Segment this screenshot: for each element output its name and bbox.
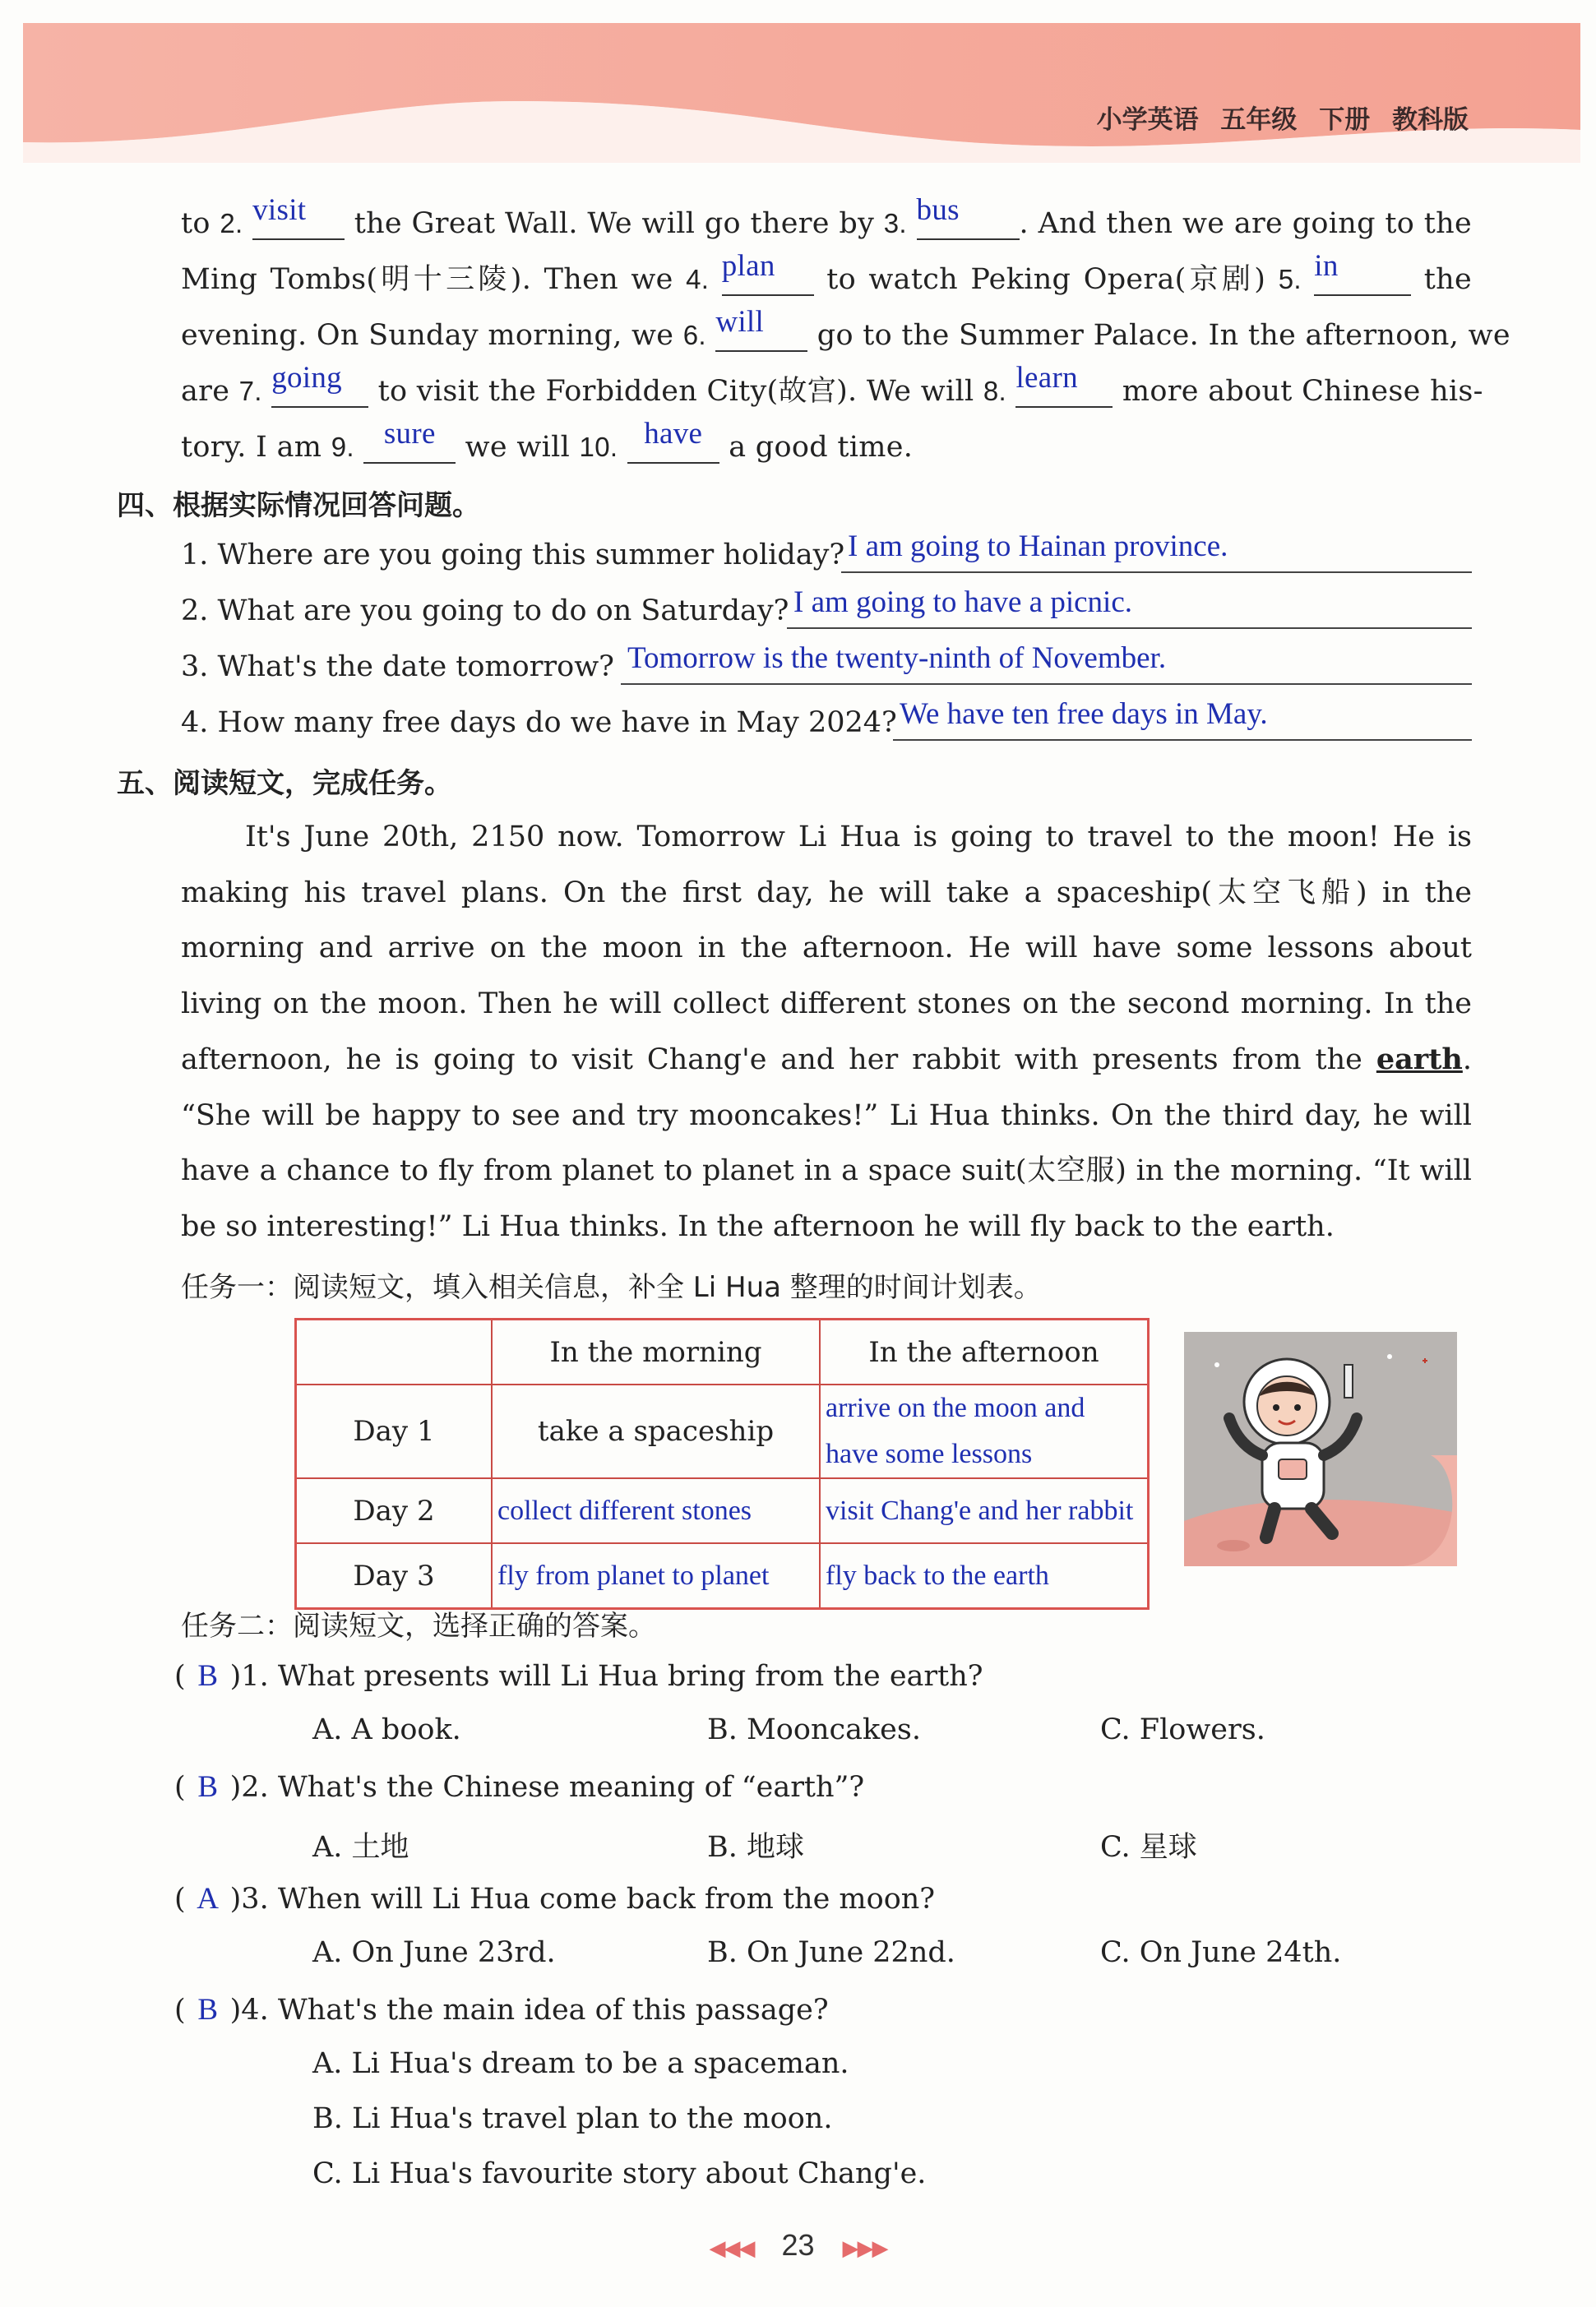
answer-blank[interactable] [1015,361,1113,408]
answer-blank[interactable] [1314,249,1411,296]
book-title [1097,99,1469,136]
answer-bracket: ( [174,1994,186,2027]
blank-number: 9. [331,432,354,462]
passage-line [181,417,1472,464]
blank-number: 2. [220,208,243,238]
passage-text: to [181,207,220,240]
blank-answer: bus [916,193,960,227]
answer-blank[interactable] [916,193,1020,240]
question-item [181,706,897,739]
passage-text: . And then we are going to the [1019,207,1472,240]
table-row [296,1543,1149,1609]
mc-option[interactable]: A. Li Hua's dream to be a spaceman. [312,2047,849,2080]
mc-question [174,1769,864,1805]
passage-keyword: earth [1376,1043,1463,1076]
answer-line[interactable] [787,585,1472,629]
book-edition: 教科版 [1392,105,1469,135]
mc-question-text: )1. What presents will Li Hua bring from the earth? [229,1660,983,1693]
passage-text: more about Chinese his- [1113,375,1483,408]
mc-question [174,1658,983,1694]
blank-number: 6. [682,320,706,350]
next-arrows-icon: ▶▶▶ [842,2235,887,2260]
passage-line [181,305,1510,352]
page-number: 23 [781,2228,815,2262]
section-5-title: 五、阅读短文，完成任务。 [117,767,452,800]
answer-line[interactable] [841,529,1472,573]
mc-question [174,1992,829,2027]
question-item [181,539,844,571]
question-item [181,594,789,627]
book-grade: 五年级 [1220,105,1298,135]
answer-blank[interactable] [271,361,368,408]
header-band [23,23,1580,163]
mc-answer[interactable]: A [197,1882,220,1916]
passage-text: we will [456,431,580,464]
blank-number: 10. [579,432,618,462]
answer-bracket: ( [174,1771,186,1804]
question-text: 1. Where are you going this summer holiday? [181,539,845,571]
mc-option[interactable]: C. Li Hua's favourite story about Chang'e. [312,2157,927,2190]
header-morning: In the morning [492,1320,820,1385]
afternoon-answer[interactable]: fly back to the earth [820,1543,1149,1609]
answer-blank[interactable] [252,193,345,240]
morning-answer[interactable]: collect different stones [492,1478,820,1543]
afternoon-answer[interactable]: arrive on the moon and have some lessons [820,1385,1149,1478]
passage-line [181,249,1472,296]
answer-line[interactable] [893,697,1472,741]
mc-option[interactable]: B. Li Hua's travel plan to the moon. [312,2102,833,2135]
passage-line [181,193,1472,240]
prev-arrows-icon: ◀◀◀ [709,2235,754,2260]
question-text: 4. How many free days do we have in May 2024? [181,706,897,739]
mc-option[interactable]: A. On June 23rd. [312,1936,556,1969]
mc-answer[interactable]: B [197,1659,218,1693]
passage-text: the [1411,263,1472,296]
schedule-table [294,1318,1150,1610]
afternoon-answer[interactable]: visit Chang'e and her rabbit [820,1478,1149,1543]
passage-text: go to the Summer Palace. In the afternoon, we [807,319,1510,352]
passage-text: It's June 20th, 2150 now. Tomorrow Li Hua is going to travel to the moon! He is making his travel plans. On the first day, he will take a spaceship(太空飞船) in the morning and arrive on the moon in the afternoon. He will have some lessons about living on the moon. Then he will collect different stones on the second morning. In the afternoon, he is going to visit Chang'e and her rabbit with presents from the [181,821,1472,1076]
mc-option[interactable]: B. Mooncakes. [707,1713,921,1746]
day-label: Day 3 [296,1543,493,1609]
mc-option[interactable]: C. On June 24th. [1100,1936,1342,1969]
table-header-row [296,1320,1149,1385]
task-1-instruction: 任务一：阅读短文，填入相关信息，补全 Li Hua 整理的时间计划表。 [181,1271,1042,1304]
mc-answer[interactable]: B [197,1770,218,1804]
passage-text: to visit the Forbidden City(故宫). We will [368,375,983,408]
answer-line[interactable] [621,641,1472,685]
section-4-title: 四、根据实际情况回答问题。 [117,489,480,522]
mc-question-text: )2. What's the Chinese meaning of “earth”? [229,1771,865,1804]
header-afternoon: In the afternoon [820,1320,1149,1385]
blank-answer: learn [1015,361,1078,395]
header-wave-decoration [23,23,1580,163]
question-item [181,650,614,683]
mc-question-text: )4. What's the main idea of this passage? [229,1994,829,2027]
mc-option[interactable]: A. A book. [312,1713,461,1746]
passage-text: are [181,375,239,408]
table-corner [296,1320,493,1385]
passage-text: to watch Peking Opera(京剧) [813,263,1279,296]
mc-option[interactable]: B. 地球 [707,1831,804,1864]
blank-number: 5. [1278,264,1302,294]
mc-option[interactable]: C. 星球 [1100,1831,1197,1864]
blank-number: 7. [238,376,262,406]
answer-blank[interactable] [715,305,807,352]
blank-answer: going [271,361,342,395]
blank-answer: have [644,417,703,451]
blank-answer: will [715,305,765,339]
astronaut-illustration [1184,1332,1457,1566]
mc-question [174,1881,935,1916]
day-label: Day 2 [296,1478,493,1543]
blank-number: 4. [686,264,710,294]
mc-option[interactable]: B. On June 22nd. [707,1936,955,1969]
page-footer [0,2228,1596,2263]
written-answer: We have ten free days in May. [900,697,1268,731]
blank-answer: sure [383,417,436,451]
passage-text-end: . “She will be happy to see and try mooncakes!” Li Hua thinks. On the third day, he will have a chance to fly from planet to planet in a space suit(太空服) in the morning. “It will be so interesting!” Li Hua thinks. In the afternoon he will fly back to the earth. [181,1043,1472,1243]
mc-answer[interactable]: B [197,1993,218,2027]
written-answer: I am going to have a picnic. [793,585,1133,619]
table-row [296,1385,1149,1478]
question-text: 3. What's the date tomorrow? [181,650,614,683]
passage-text: tory. I am [181,431,331,464]
answer-bracket: ( [174,1883,186,1916]
question-text: 2. What are you going to do on Saturday? [181,594,789,627]
passage-text: the Great Wall. We will go there by [345,207,884,240]
answer-bracket: ( [174,1660,186,1693]
morning-cell: take a spaceship [492,1385,820,1478]
passage-text: a good time. [719,431,914,464]
blank-number: 3. [883,208,907,238]
passage-text: evening. On Sunday morning, we [181,319,683,352]
mc-question-text: )3. When will Li Hua come back from the moon? [229,1883,936,1916]
blank-answer: visit [252,193,307,227]
book-subject: 小学英语 [1096,105,1199,135]
morning-answer[interactable]: fly from planet to planet [492,1543,820,1609]
reading-passage [181,810,1472,1255]
answer-blank[interactable] [627,417,719,464]
answer-blank[interactable] [721,249,814,296]
mc-option[interactable]: A. 土地 [312,1831,409,1864]
written-answer: Tomorrow is the twenty-ninth of November. [627,641,1167,675]
blank-number: 8. [983,376,1007,406]
passage-line [181,361,1483,408]
book-volume: 下册 [1319,105,1371,135]
blank-answer: in [1314,249,1339,283]
mc-option[interactable]: C. Flowers. [1100,1713,1265,1746]
blank-answer: plan [721,249,775,283]
task-2-instruction: 任务二：阅读短文，选择正确的答案。 [181,1610,656,1643]
day-label: Day 1 [296,1385,493,1478]
answer-blank[interactable] [363,417,456,464]
written-answer: I am going to Hainan province. [848,529,1228,563]
table-row [296,1478,1149,1543]
passage-text: Ming Tombs(明十三陵). Then we [181,263,687,296]
